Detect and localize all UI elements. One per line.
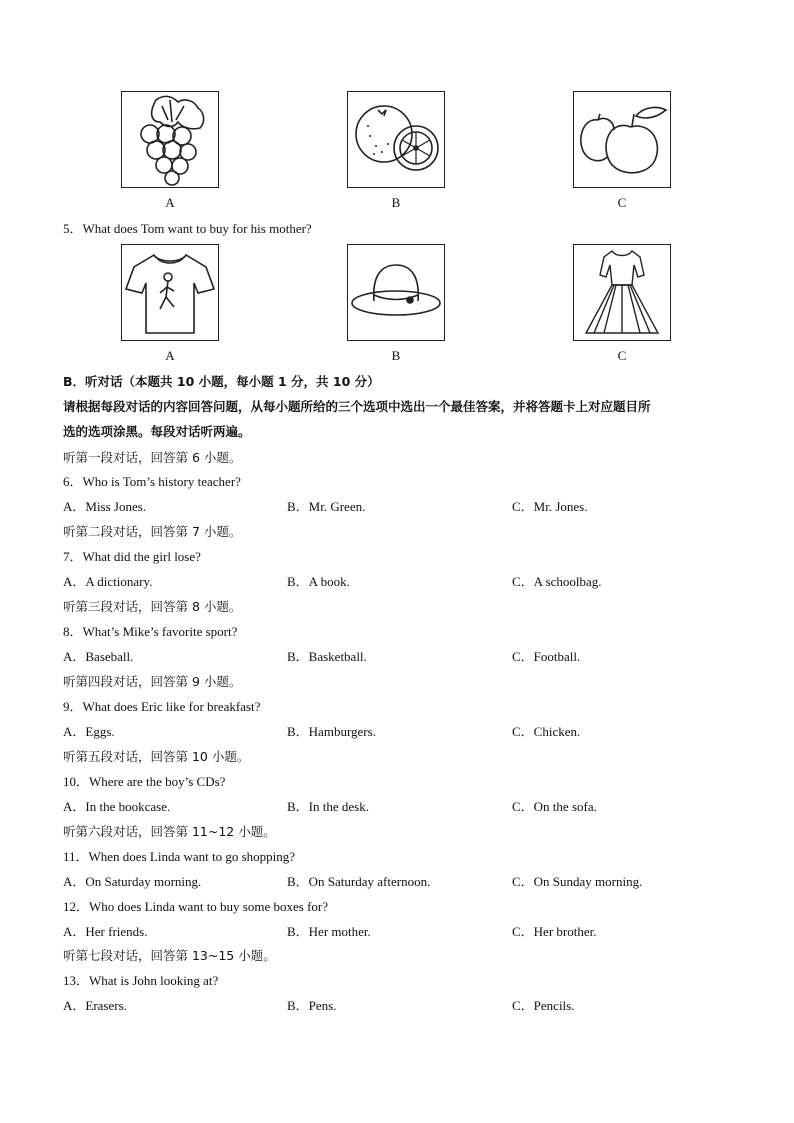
q4-picture-row xyxy=(0,91,794,216)
q7-question: 7．What did the girl lose? xyxy=(63,549,201,564)
dialogue-2-heading: 听第二段对话，回答第 7 小题。 xyxy=(63,524,242,539)
hat-picture xyxy=(347,244,445,341)
q6-option-b: B．Mr. Green. xyxy=(287,499,366,514)
q13-option-c: C．Pencils. xyxy=(512,998,575,1013)
q8-option-c: C．Football. xyxy=(512,649,581,664)
q9-option-c: C．Chicken. xyxy=(512,724,581,739)
q13-option-b: B．Pens. xyxy=(287,998,337,1013)
q13-option-a: A．Erasers. xyxy=(63,998,127,1013)
dialogue-4-heading: 听第四段对话，回答第 9 小题。 xyxy=(63,674,242,689)
q11-option-c: C．On Sunday morning. xyxy=(512,874,643,889)
q12-option-b: B．Her mother. xyxy=(287,924,371,939)
q8-options xyxy=(63,649,763,665)
q9-option-a: A．Eggs. xyxy=(63,724,115,739)
q10-option-c: C．On the sofa. xyxy=(512,799,597,814)
q12-option-c: C．Her brother. xyxy=(512,924,597,939)
q5-question: 5．What does Tom want to buy for his mother? xyxy=(63,221,312,236)
q6-question: 6．Who is Tom’s history teacher? xyxy=(63,474,241,489)
orange-icon xyxy=(348,92,444,187)
q6-options xyxy=(63,499,763,515)
q4-label-a: A xyxy=(165,195,175,210)
dialogue-6-heading: 听第六段对话，回答第 11~12 小题。 xyxy=(63,824,276,839)
q12-question: 12．Who does Linda want to buy some boxes for? xyxy=(63,899,329,914)
q9-question: 9．What does Eric like for breakfast? xyxy=(63,699,261,714)
apples-picture xyxy=(573,91,671,188)
q13-options xyxy=(63,998,763,1014)
grapes-icon xyxy=(122,92,218,187)
tshirt-picture xyxy=(121,244,219,341)
q9-option-b: B．Hamburgers. xyxy=(287,724,376,739)
q11-question: 11．When does Linda want to go shopping? xyxy=(63,849,296,864)
dress-icon xyxy=(574,245,670,340)
q7-option-b: B．A book. xyxy=(287,574,350,589)
grapes-picture xyxy=(121,91,219,188)
q10-option-a: A．In the bookcase. xyxy=(63,799,171,814)
q4-label-b: B xyxy=(391,195,401,210)
hat-icon xyxy=(348,245,444,340)
q6-option-c: C．Mr. Jones. xyxy=(512,499,588,514)
q10-option-b: B．In the desk. xyxy=(287,799,369,814)
q5-label-b: B xyxy=(391,348,401,363)
q6-option-a: A．Miss Jones. xyxy=(63,499,147,514)
q8-question: 8．What’s Mike’s favorite sport? xyxy=(63,624,238,639)
apple-icon xyxy=(574,92,670,187)
dialogue-3-heading: 听第三段对话，回答第 8 小题。 xyxy=(63,599,242,614)
q5-label-c: C xyxy=(617,348,627,363)
q11-option-a: A．On Saturday morning. xyxy=(63,874,202,889)
q9-options xyxy=(63,724,763,740)
q12-options xyxy=(63,924,763,940)
section-b-instructions-line1: 请根据每段对话的内容回答问题，从每小题所给的三个选项中选出一个最佳答案，并将答题卡上对应题目所 xyxy=(63,399,651,414)
q7-option-c: C．A schoolbag. xyxy=(512,574,602,589)
q7-option-a: A．A dictionary. xyxy=(63,574,153,589)
q13-question: 13．What is John looking at? xyxy=(63,973,219,988)
dialogue-5-heading: 听第五段对话，回答第 10 小题。 xyxy=(63,749,250,764)
dialogue-1-heading: 听第一段对话，回答第 6 小题。 xyxy=(63,450,242,465)
q5-picture-row xyxy=(0,244,794,369)
q4-label-c: C xyxy=(617,195,627,210)
q8-option-b: B．Basketball. xyxy=(287,649,367,664)
q11-option-b: B．On Saturday afternoon. xyxy=(287,874,431,889)
q12-option-a: A．Her friends. xyxy=(63,924,148,939)
section-b-instructions-line2: 选的选项涂黑。每段对话听两遍。 xyxy=(63,424,251,439)
section-b-title: B．听对话（本题共 10 小题，每小题 1 分，共 10 分） xyxy=(63,374,380,389)
oranges-picture xyxy=(347,91,445,188)
q8-option-a: A．Baseball. xyxy=(63,649,134,664)
q5-label-a: A xyxy=(165,348,175,363)
q10-options xyxy=(63,799,763,815)
dialogue-7-heading: 听第七段对话，回答第 13~15 小题。 xyxy=(63,948,276,963)
q11-options xyxy=(63,874,763,890)
q10-question: 10．Where are the boy’s CDs? xyxy=(63,774,226,789)
tshirt-icon xyxy=(122,245,218,340)
dress-picture xyxy=(573,244,671,341)
q7-options xyxy=(63,574,763,590)
